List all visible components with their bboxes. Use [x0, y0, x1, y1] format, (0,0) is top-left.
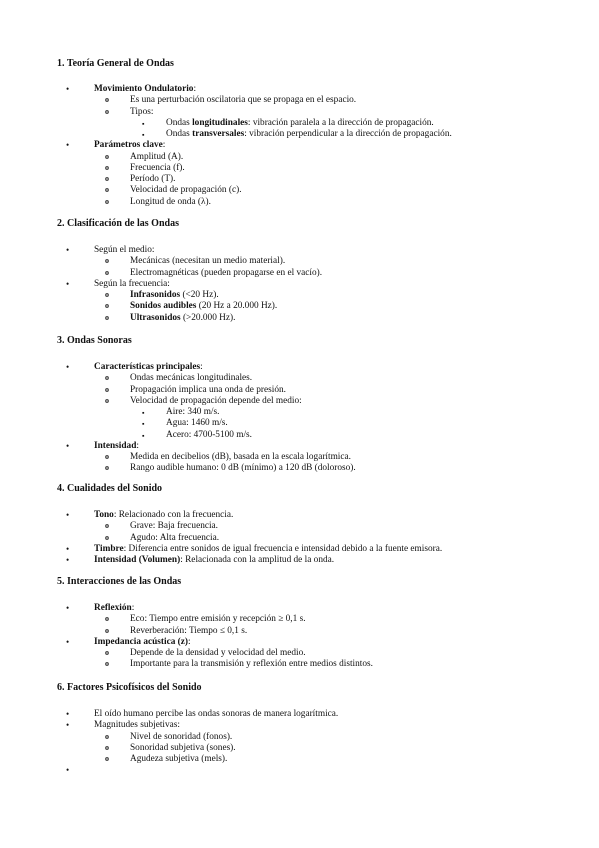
list-item	[0, 372, 599, 384]
text-run: Electromagnéticas (pueden propagarse en el vacío).	[130, 268, 323, 278]
text-run: Velocidad de propagación (c).	[130, 185, 242, 195]
text-run: (>20.000 Hz).	[180, 313, 236, 323]
bold-term: longitudinales	[192, 118, 248, 128]
text-run: Ondas mecánicas longitudinales.	[130, 373, 253, 383]
text-run: Grave: Baja frecuencia.	[130, 521, 219, 531]
bold-term: transversales	[192, 129, 245, 139]
bullet-marker: o	[105, 163, 109, 172]
list-item-text	[130, 255, 285, 267]
bullet-marker: o	[105, 152, 109, 161]
section-heading: 6. Factores Psicofísicos del Sonido	[57, 682, 202, 693]
text-run: (<20 Hz).	[180, 290, 219, 300]
text-run: Sonoridad subjetiva (sones).	[130, 743, 236, 753]
bullet-marker: o	[105, 373, 109, 382]
bold-term: Movimiento Ondulatorio	[94, 84, 194, 94]
list-item-text	[130, 372, 252, 384]
text-run: (20 Hz a 20.000 Hz).	[196, 301, 278, 311]
bullet-marker: o	[105, 754, 109, 763]
section-heading: 3. Ondas Sonoras	[57, 335, 132, 346]
list-item	[0, 300, 599, 312]
text-run: Agua: 1460 m/s.	[166, 418, 228, 428]
list-item	[0, 462, 599, 474]
text-run: El oído humano percibe las ondas sonoras de manera logarítmica.	[94, 709, 339, 719]
text-run: Ondas	[166, 118, 193, 128]
bullet-marker: •	[66, 245, 70, 255]
section-heading: 5. Interacciones de las Ondas	[57, 576, 182, 587]
bullet-marker: o	[105, 659, 109, 668]
bullet-marker: •	[66, 555, 70, 565]
bullet-marker: o	[105, 197, 109, 206]
bullet-marker: o	[105, 313, 109, 322]
bullet-marker: •	[66, 603, 70, 613]
text-run: :	[131, 603, 135, 613]
bullet-marker: •	[66, 720, 70, 730]
text-run: Ondas	[166, 129, 193, 139]
bold-term: Intensidad (Volumen)	[94, 555, 181, 565]
text-run: Agudeza subjetiva (mels).	[130, 754, 228, 764]
bullet-marker: o	[105, 533, 109, 542]
bullet-marker: o	[105, 95, 109, 104]
list-item-text	[130, 613, 306, 625]
bullet-marker: ▪	[142, 420, 145, 428]
text-run: : vibración perpendicular a la dirección de propagación.	[244, 129, 452, 139]
bullet-marker: o	[105, 396, 109, 405]
bullet-marker: ▪	[142, 120, 145, 128]
bullet-marker: •	[66, 510, 70, 520]
list-item	[0, 94, 599, 106]
bold-term: Tono	[94, 510, 114, 520]
list-item	[0, 658, 599, 670]
list-item-text	[94, 139, 165, 151]
bullet-marker: ▪	[142, 432, 145, 440]
list-item	[0, 417, 599, 429]
text-run: Aire: 340 m/s.	[166, 407, 220, 417]
list-item-text	[130, 520, 218, 532]
text-run: Frecuencia (f).	[130, 163, 185, 173]
bullet-marker: •	[66, 362, 70, 372]
text-run: :	[136, 441, 139, 451]
list-item-text	[130, 462, 356, 474]
section-heading: 1. Teoría General de Ondas	[57, 58, 174, 69]
list-item	[0, 139, 599, 151]
list-item	[0, 196, 599, 208]
text-run: Según la frecuencia:	[94, 279, 170, 289]
text-run: : vibración paralela a la dirección de propagación.	[247, 118, 434, 128]
bold-term: Timbre	[94, 544, 124, 554]
bullet-marker: o	[105, 732, 109, 741]
bullet-marker: o	[105, 256, 109, 265]
list-item	[0, 255, 599, 267]
list-item	[0, 554, 599, 566]
bullet-marker: o	[105, 301, 109, 310]
bullet-marker: o	[105, 463, 109, 472]
text-run: : Relacionado con la frecuencia.	[113, 510, 234, 520]
bullet-marker: •	[66, 84, 70, 94]
list-item-text	[94, 554, 334, 566]
bullet-marker: •	[66, 279, 70, 289]
list-item-text	[130, 312, 235, 324]
list-item-text	[130, 658, 373, 670]
bullet-marker: •	[66, 441, 70, 451]
text-run: Longitud de onda (λ).	[130, 197, 211, 207]
bold-term: Reflexión	[94, 603, 132, 613]
bullet-marker: o	[105, 290, 109, 299]
list-item-text	[130, 300, 277, 312]
bullet-marker: ▪	[142, 409, 145, 417]
text-run: Magnitudes subjetivas:	[94, 720, 180, 730]
bullet-marker: •	[66, 544, 70, 554]
bold-term: Ultrasonidos	[130, 313, 181, 323]
list-item-text	[130, 196, 211, 208]
text-run: : Relacionada con la amplitud de la onda.	[180, 555, 335, 565]
bullet-marker: o	[105, 174, 109, 183]
text-run: Según el medio:	[94, 245, 155, 255]
bullet-marker: •	[66, 140, 70, 150]
bullet-marker: •	[66, 765, 70, 775]
text-run: Velocidad de propagación depende del medio:	[130, 396, 302, 406]
text-run: Acero: 4700-5100 m/s.	[166, 430, 252, 440]
bullet-marker: •	[66, 637, 70, 647]
bold-term: Infrasonidos	[130, 290, 181, 300]
bold-term: Sonidos audibles	[130, 301, 197, 311]
section-heading: 4. Cualidades del Sonido	[57, 483, 163, 494]
text-run: Medida en decibelios (dB), basada en la escala logarítmica.	[130, 452, 351, 462]
bold-term: Parámetros clave	[94, 140, 163, 150]
bullet-marker: o	[105, 452, 109, 461]
bullet-marker: o	[105, 385, 109, 394]
bullet-marker: o	[105, 648, 109, 657]
text-run: :	[162, 140, 166, 150]
text-run: Es una perturbación oscilatoria que se propaga en el espacio.	[130, 95, 357, 105]
text-run: Importante para la transmisión y reflexión entre medios distintos.	[130, 659, 373, 669]
list-item-text	[166, 417, 228, 429]
list-item	[0, 719, 599, 731]
list-item	[0, 312, 599, 324]
bullet-marker: o	[105, 626, 109, 635]
text-run: Mecánicas (necesitan un medio material).	[130, 256, 286, 266]
text-run: Propagación implica una onda de presión.	[130, 385, 286, 395]
list-item-text	[130, 184, 242, 196]
bullet-marker: o	[105, 521, 109, 530]
text-run: Nivel de sonoridad (fonos).	[130, 732, 233, 742]
text-run: Agudo: Alta frecuencia.	[130, 533, 220, 543]
text-run: Eco: Tiempo entre emisión y recepción ≥ 0,1 s.	[130, 614, 306, 624]
list-item	[0, 520, 599, 532]
text-run: Reverberación: Tiempo ≤ 0,1 s.	[130, 626, 248, 636]
bullet-marker: o	[105, 743, 109, 752]
bold-term: Impedancia acústica (z)	[94, 637, 188, 647]
bold-term: Intensidad	[94, 441, 137, 451]
bullet-marker: o	[105, 614, 109, 623]
bold-term: Características principales	[94, 362, 201, 372]
text-run: Tipos:	[130, 107, 154, 117]
text-run: :	[193, 84, 197, 94]
text-run: Período (T).	[130, 174, 176, 184]
bullet-marker: o	[105, 185, 109, 194]
bullet-marker: o	[105, 268, 109, 277]
text-run: Depende de la densidad y velocidad del medio.	[130, 648, 306, 658]
list-item-text	[130, 94, 356, 106]
list-item-text	[94, 719, 180, 731]
bullet-marker: ▪	[142, 131, 145, 139]
bullet-marker: o	[105, 107, 109, 116]
text-run: :	[188, 637, 191, 647]
list-item	[0, 184, 599, 196]
list-item	[0, 613, 599, 625]
bullet-marker: •	[66, 709, 70, 719]
text-run: Rango audible humano: 0 dB (mínimo) a 120 dB (doloroso).	[130, 463, 356, 473]
text-run: : Diferencia entre sonidos de igual frecuencia e intensidad debido a la fuente emisora.	[123, 544, 443, 554]
section-heading: 2. Clasificación de las Ondas	[57, 218, 179, 229]
list-item	[0, 764, 599, 776]
text-run: Amplitud (A).	[130, 152, 184, 162]
text-run: :	[200, 362, 203, 372]
